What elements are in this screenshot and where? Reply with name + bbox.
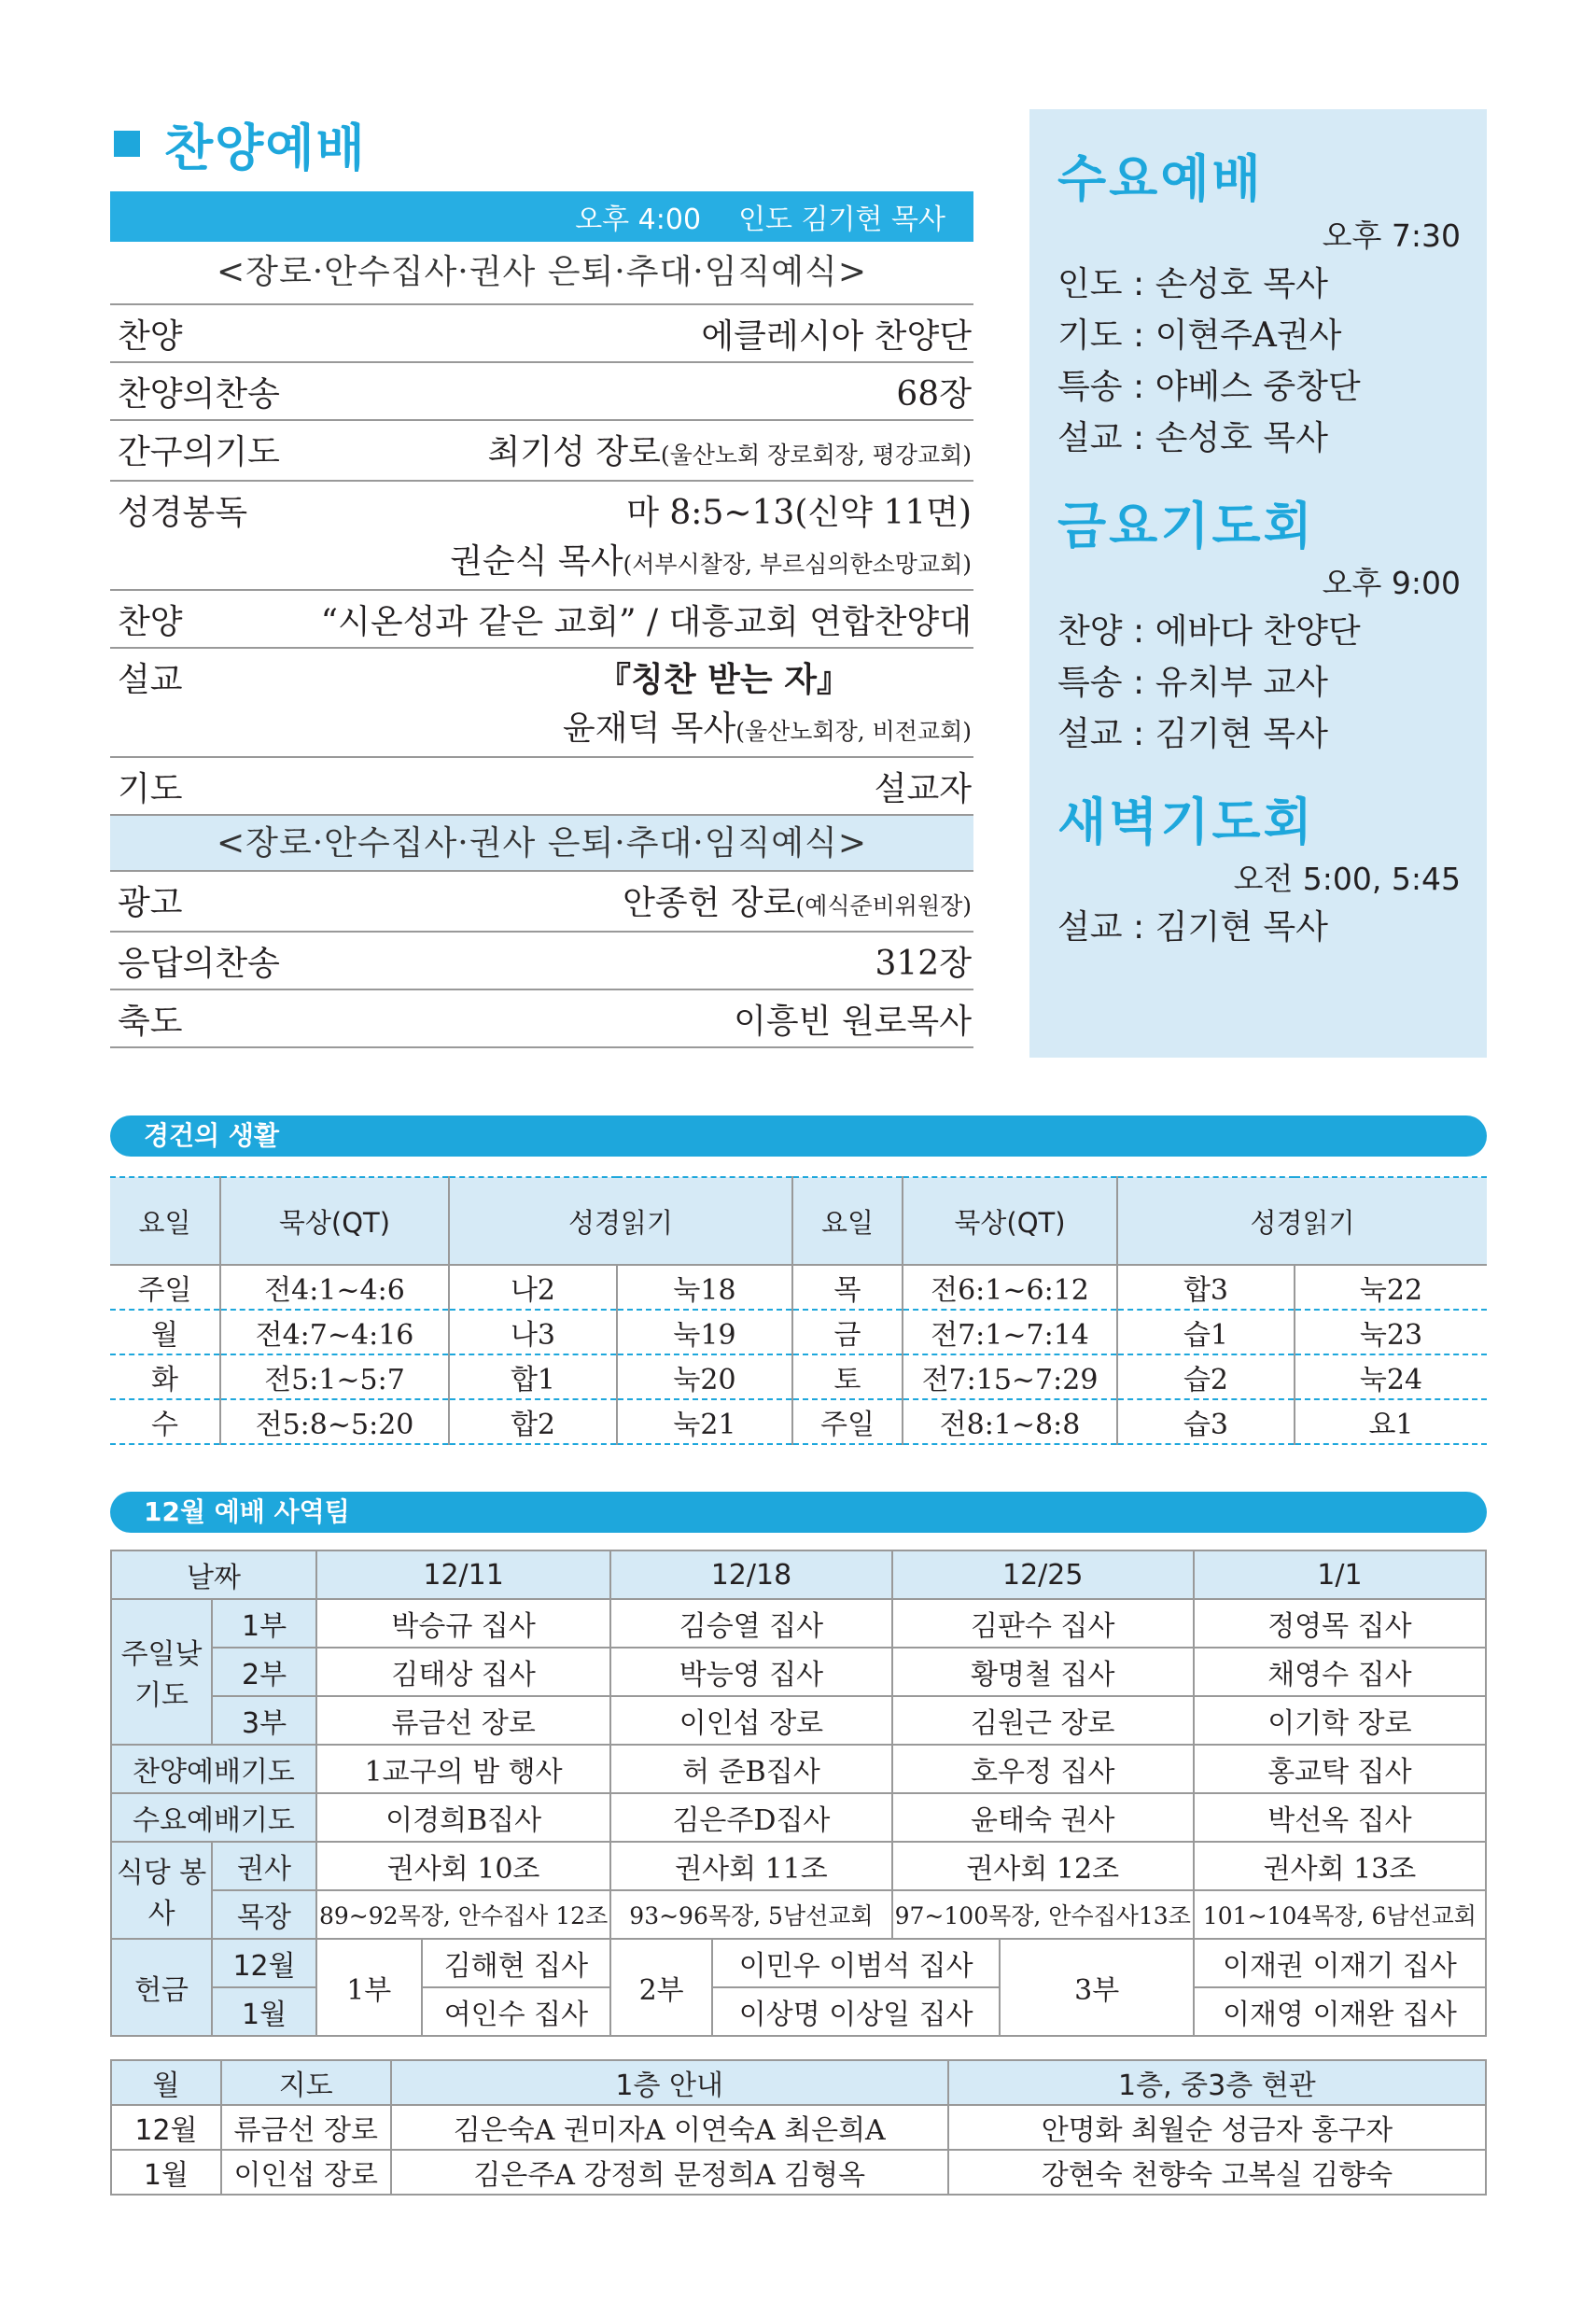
role-person: 김기현 목사 xyxy=(1155,908,1328,947)
qt-header: 묵상(QT) xyxy=(220,1177,449,1265)
order-label: 간구의기도 xyxy=(118,433,280,471)
order-person: 안종헌 장로 xyxy=(623,884,796,922)
part-label: 3부 xyxy=(1000,1939,1193,2036)
table-row xyxy=(111,1599,1486,1648)
order-value xyxy=(488,428,972,480)
reading-cell: 습2 xyxy=(1117,1354,1295,1399)
reading-cell: 요1 xyxy=(1295,1399,1487,1444)
dawn-time: 오전 5:00, 5:45 xyxy=(1233,861,1461,897)
usher-header-row xyxy=(111,2060,1486,2105)
reading-cell: 눅19 xyxy=(617,1310,792,1354)
name-cell: 1교구의 밤 행사 xyxy=(316,1745,610,1793)
order-note: (울산노회장, 비전교회) xyxy=(735,718,972,745)
name-cell: 이재영 이재완 집사 xyxy=(1194,1987,1486,2036)
leader-cell: 류금선 장로 xyxy=(221,2105,391,2150)
day-cell: 수 xyxy=(151,1409,178,1441)
name-cell: 권사회 11조 xyxy=(610,1842,891,1890)
table-row xyxy=(111,1745,1486,1793)
role-person: 유치부 교사 xyxy=(1155,664,1328,702)
role-label: 기도 xyxy=(1057,316,1123,355)
reading-cell: 눅20 xyxy=(617,1354,792,1399)
order-value: 이흥빈 원로목사 xyxy=(734,1003,972,1041)
order-label: 찬양 xyxy=(118,317,183,356)
name-cell: 윤태숙 권사 xyxy=(892,1793,1194,1842)
square-bullet-icon xyxy=(114,131,140,157)
service-line: 설교 : 김기현 목사 xyxy=(1057,908,1328,947)
reading-cell: 눅18 xyxy=(617,1265,792,1310)
reading-cell: 합1 xyxy=(449,1354,617,1399)
order-value xyxy=(563,656,972,756)
table-row xyxy=(111,2105,1486,2150)
day-cell: 금 xyxy=(792,1310,903,1354)
order-row xyxy=(110,931,973,989)
name-cell: 류금선 장로 xyxy=(316,1696,610,1745)
offering-label: 헌금 xyxy=(111,1939,212,2036)
order-person: 윤재덕 목사 xyxy=(562,709,736,748)
worship-order xyxy=(110,107,973,1048)
order-row xyxy=(110,480,973,589)
table-row xyxy=(110,1310,1487,1354)
part-label: 3부 xyxy=(212,1696,316,1745)
worship-leader: 인도 김기현 목사 xyxy=(738,203,945,236)
praise-prayer-label: 찬양예배기도 xyxy=(111,1745,316,1793)
service-line: 특송 : 유치부 교사 xyxy=(1057,664,1328,702)
floor1-cell: 김은숙A 권미자A 이연숙A 최은희A xyxy=(391,2105,948,2150)
floor1-header: 1층 안내 xyxy=(391,2060,948,2105)
name-cell: 김태상 집사 xyxy=(316,1648,610,1696)
role-person: 손성호 목사 xyxy=(1155,419,1328,457)
reading-cell: 습1 xyxy=(1117,1310,1295,1354)
reading-cell: 눅23 xyxy=(1295,1310,1487,1354)
order-value xyxy=(450,489,972,589)
service-line: 기도 : 이현주A권사 xyxy=(1057,316,1342,355)
role-label: 특송 xyxy=(1057,368,1123,406)
table-row xyxy=(111,1890,1486,1939)
name-cell: 김해현 집사 xyxy=(422,1939,611,1987)
reading-header: 성경읽기 xyxy=(1117,1177,1487,1265)
role-label: 설교 xyxy=(1057,715,1123,753)
ministry-team-table xyxy=(110,1550,1487,2037)
order-label: 찬양의찬송 xyxy=(118,375,280,414)
month-header: 월 xyxy=(111,2060,221,2105)
name-cell: 김승열 집사 xyxy=(610,1599,891,1648)
worship-header xyxy=(110,107,973,180)
reading-header: 성경읽기 xyxy=(449,1177,792,1265)
qt-cell: 전4:1~4:6 xyxy=(220,1265,449,1310)
sunday-prayer-label: 주일낮 기도 xyxy=(111,1599,212,1745)
part-label: 1부 xyxy=(316,1939,422,2036)
role-person: 에바다 찬양단 xyxy=(1155,612,1361,651)
ceremony-title: <장로·안수집사·권사 은퇴·추대·임직예식> xyxy=(217,253,867,291)
name-cell: 93~96목장, 5남선교회 xyxy=(610,1890,891,1939)
part-label: 2부 xyxy=(212,1648,316,1696)
role-person: 이현주A권사 xyxy=(1155,316,1342,355)
role-label: 인도 xyxy=(1057,265,1123,303)
friday-time: 오후 9:00 xyxy=(1322,565,1461,601)
order-label: 설교 xyxy=(118,661,183,699)
order-row xyxy=(110,989,973,1048)
table-row xyxy=(111,1939,1486,1987)
wednesday-time: 오후 7:30 xyxy=(1322,217,1461,254)
name-cell: 허 준B집사 xyxy=(610,1745,891,1793)
name-cell: 권사회 10조 xyxy=(316,1842,610,1890)
friday-title: 금요기도회 xyxy=(1057,497,1315,555)
table-row xyxy=(111,1793,1486,1842)
role-person: 야베스 중창단 xyxy=(1155,368,1361,406)
order-value: 설교자 xyxy=(874,770,972,808)
weekday-services xyxy=(1029,109,1487,1058)
role-label: 찬양 xyxy=(1057,612,1123,651)
name-cell: 이민우 이범석 집사 xyxy=(712,1939,1000,1987)
qt-cell: 전7:15~7:29 xyxy=(903,1354,1117,1399)
dawn-title: 새벽기도회 xyxy=(1057,793,1315,851)
name-cell: 정영목 집사 xyxy=(1194,1599,1486,1648)
table-row xyxy=(110,1265,1487,1310)
service-line: 인도 : 손성호 목사 xyxy=(1057,265,1328,303)
qt-cell: 전5:8~5:20 xyxy=(220,1399,449,1444)
order-value: “시온성과 같은 교회” / 대흥교회 연합찬양대 xyxy=(320,603,972,641)
order-row xyxy=(110,303,973,361)
order-value: 68장 xyxy=(896,375,972,414)
reading-cell: 눅22 xyxy=(1295,1265,1487,1310)
reading-cell: 눅24 xyxy=(1295,1354,1487,1399)
name-cell: 박선옥 집사 xyxy=(1194,1793,1486,1842)
order-label: 찬양 xyxy=(118,603,183,641)
order-row xyxy=(110,870,973,931)
qt-cell: 전4:7~4:16 xyxy=(220,1310,449,1354)
name-cell: 호우정 집사 xyxy=(892,1745,1194,1793)
order-row xyxy=(110,361,973,419)
floor1-cell: 김은주A 강정희 문정희A 김형옥 xyxy=(391,2150,948,2195)
name-cell: 97~100목장, 안수집사13조 xyxy=(892,1890,1194,1939)
table-row xyxy=(110,1399,1487,1444)
service-line: 설교 : 김기현 목사 xyxy=(1057,715,1328,753)
name-cell: 이경희B집사 xyxy=(316,1793,610,1842)
devotion-header-row xyxy=(110,1177,1487,1265)
date-cell: 12/11 xyxy=(316,1550,610,1599)
day-cell: 목 xyxy=(792,1265,903,1310)
month-cell: 1월 xyxy=(111,2150,221,2195)
name-cell: 이상명 이상일 집사 xyxy=(712,1987,1000,2036)
role-label: 특송 xyxy=(1057,664,1123,702)
team-banner: 12월 예배 사역팀 xyxy=(110,1492,1487,1533)
role-person: 김기현 목사 xyxy=(1155,715,1328,753)
name-cell: 김은주D집사 xyxy=(610,1793,891,1842)
wednesday-service xyxy=(1057,147,1461,464)
date-cell: 12/18 xyxy=(610,1550,891,1599)
order-label: 광고 xyxy=(118,884,183,922)
qt-cell: 전8:1~8:8 xyxy=(903,1399,1117,1444)
reading-cell: 합2 xyxy=(449,1399,617,1444)
ceremony-title-2: <장로·안수집사·권사 은퇴·추대·임직예식> xyxy=(110,814,973,870)
part-label: 2부 xyxy=(610,1939,712,2036)
name-cell: 여인수 집사 xyxy=(422,1987,611,2036)
dining-label: 식당 봉사 xyxy=(111,1842,212,1939)
wednesday-title: 수요예배 xyxy=(1057,149,1264,208)
order-person: 최기성 장로 xyxy=(487,433,661,471)
date-cell: 1/1 xyxy=(1194,1550,1486,1599)
worship-time-bar xyxy=(110,191,973,242)
order-label: 응답의찬송 xyxy=(118,945,280,983)
order-note: (서부시찰장, 부르심의한소망교회) xyxy=(623,551,972,578)
day-cell: 월 xyxy=(151,1319,178,1352)
date-cell: 12/25 xyxy=(892,1550,1194,1599)
day-cell: 화 xyxy=(151,1364,178,1396)
role-label: 목장 xyxy=(212,1890,316,1939)
role-label: 권사 xyxy=(212,1842,316,1890)
day-cell: 주일 xyxy=(792,1399,903,1444)
name-cell: 89~92목장, 안수집사 12조 xyxy=(316,1890,610,1939)
name-cell: 권사회 13조 xyxy=(1194,1842,1486,1890)
order-note: (예식준비위원장) xyxy=(795,892,972,919)
service-line: 특송 : 야베스 중창단 xyxy=(1057,368,1361,406)
qt-cell: 전7:1~7:14 xyxy=(903,1310,1117,1354)
name-cell: 박승규 집사 xyxy=(316,1599,610,1648)
order-row xyxy=(110,589,973,647)
qt-header: 묵상(QT) xyxy=(903,1177,1117,1265)
name-cell: 김원근 장로 xyxy=(892,1696,1194,1745)
day-cell: 주일 xyxy=(137,1274,192,1307)
service-line: 찬양 : 에바다 찬양단 xyxy=(1057,612,1361,651)
leader-header: 지도 xyxy=(221,2060,391,2105)
worship-time: 오후 4:00 xyxy=(575,203,702,236)
entrance-cell: 안명화 최월순 성금자 홍구자 xyxy=(948,2105,1486,2150)
name-cell: 이기학 장로 xyxy=(1194,1696,1486,1745)
service-line: 설교 : 손성호 목사 xyxy=(1057,419,1328,457)
name-cell: 박능영 집사 xyxy=(610,1648,891,1696)
reading-cell: 눅21 xyxy=(617,1399,792,1444)
scripture: 마 8:5~13(신약 11면) xyxy=(626,494,972,532)
month-label: 1월 xyxy=(212,1987,316,2036)
name-cell: 101~104목장, 6남선교회 xyxy=(1194,1890,1486,1939)
order-value: 312장 xyxy=(875,945,972,983)
name-cell: 이인섭 장로 xyxy=(610,1696,891,1745)
table-row xyxy=(111,1696,1486,1745)
table-row xyxy=(111,1648,1486,1696)
table-row xyxy=(110,1354,1487,1399)
name-cell: 김판수 집사 xyxy=(892,1599,1194,1648)
worship-title: 찬양예배 xyxy=(164,118,367,177)
name-cell: 황명철 집사 xyxy=(892,1648,1194,1696)
order-row xyxy=(110,647,973,756)
dawn-service xyxy=(1057,790,1461,953)
devotion-table xyxy=(110,1176,1487,1445)
name-cell: 채영수 집사 xyxy=(1194,1648,1486,1696)
order-label: 성경봉독 xyxy=(118,494,248,532)
order-person: 권순식 목사 xyxy=(450,542,623,581)
date-header: 날짜 xyxy=(111,1550,316,1599)
table-row xyxy=(111,1842,1486,1890)
order-row xyxy=(110,756,973,814)
entrance-cell: 강현숙 천향숙 고복실 김향숙 xyxy=(948,2150,1486,2195)
reading-cell: 나2 xyxy=(449,1265,617,1310)
reading-cell: 나3 xyxy=(449,1310,617,1354)
sermon-title: 『칭찬 받는 자』 xyxy=(597,661,850,699)
name-cell: 홍교탁 집사 xyxy=(1194,1745,1486,1793)
devotion-banner: 경건의 생활 xyxy=(110,1115,1487,1157)
part-label: 1부 xyxy=(212,1599,316,1648)
order-note: (울산노회 장로회장, 평강교회) xyxy=(660,442,972,469)
order-label: 기도 xyxy=(118,770,183,808)
name-cell: 권사회 12조 xyxy=(892,1842,1194,1890)
qt-cell: 전5:1~5:7 xyxy=(220,1354,449,1399)
reading-cell: 합3 xyxy=(1117,1265,1295,1310)
role-label: 설교 xyxy=(1057,419,1123,457)
reading-cell: 습3 xyxy=(1117,1399,1295,1444)
order-value xyxy=(623,879,972,931)
role-person: 손성호 목사 xyxy=(1155,265,1328,303)
order-row xyxy=(110,419,973,480)
table-row xyxy=(111,2150,1486,2195)
name-cell: 이재권 이재기 집사 xyxy=(1194,1939,1486,1987)
wed-prayer-label: 수요예배기도 xyxy=(111,1793,316,1842)
day-header: 요일 xyxy=(110,1177,220,1265)
order-value: 에클레시아 찬양단 xyxy=(701,317,972,356)
qt-cell: 전6:1~6:12 xyxy=(903,1265,1117,1310)
usher-table xyxy=(110,2059,1487,2196)
entrance-header: 1층, 중3층 현관 xyxy=(948,2060,1486,2105)
month-cell: 12월 xyxy=(111,2105,221,2150)
leader-cell: 이인섭 장로 xyxy=(221,2150,391,2195)
month-label: 12월 xyxy=(212,1939,316,1987)
order-label: 축도 xyxy=(118,1003,183,1041)
friday-service xyxy=(1057,494,1461,760)
day-header: 요일 xyxy=(792,1177,903,1265)
role-label: 설교 xyxy=(1057,908,1123,947)
day-cell: 토 xyxy=(792,1354,903,1399)
